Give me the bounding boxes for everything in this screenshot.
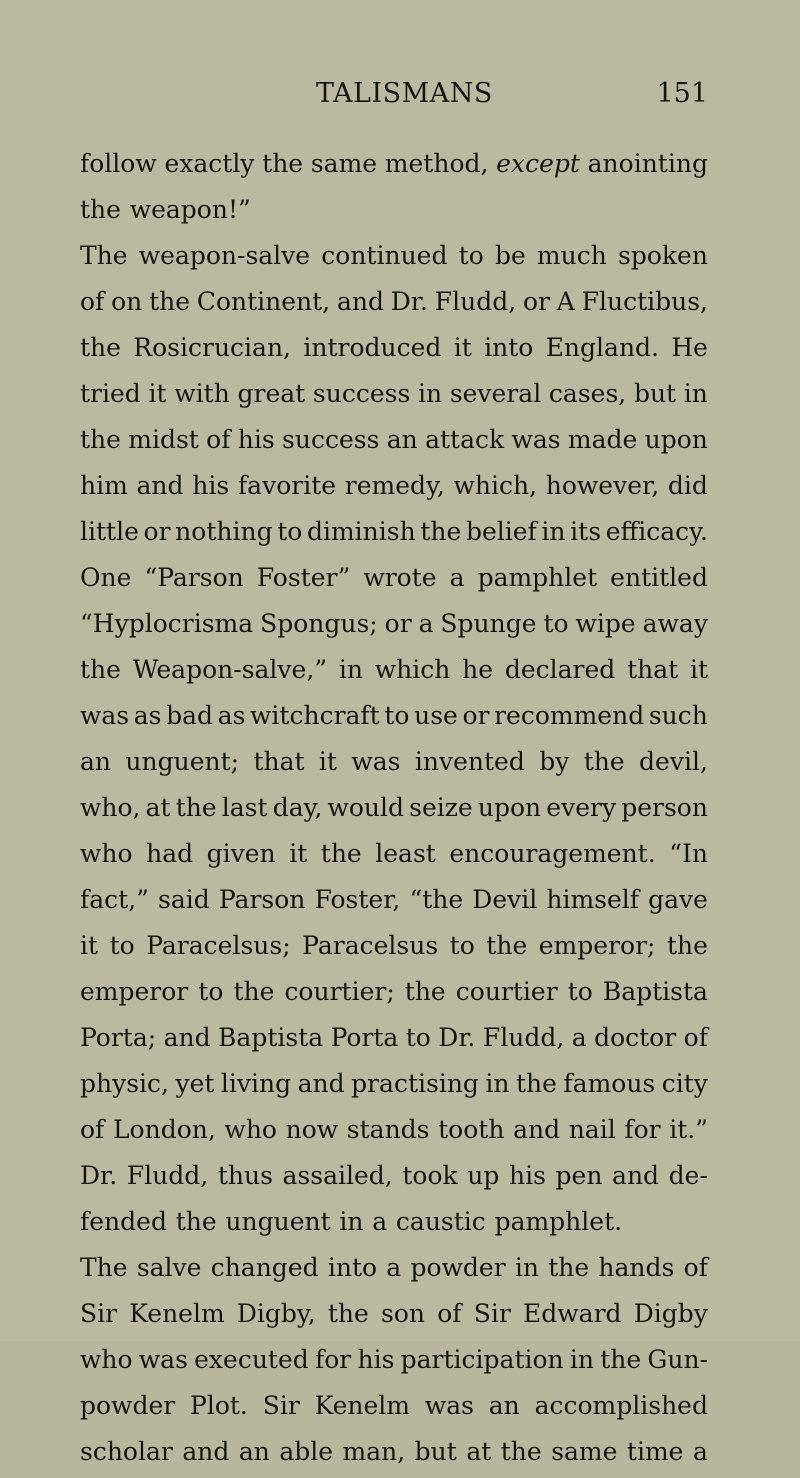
word: Baptista <box>602 977 708 1006</box>
word: same <box>551 1437 618 1466</box>
word: a <box>386 1253 402 1282</box>
text-line <box>80 1156 708 1202</box>
word: of <box>80 287 105 316</box>
text-line <box>80 788 708 834</box>
word: and <box>136 471 184 500</box>
word: Spongus; <box>260 609 378 638</box>
word: courtier <box>455 977 558 1006</box>
word: of <box>437 1299 462 1328</box>
word: at <box>145 793 171 822</box>
word: cases, <box>548 379 627 408</box>
word: Kenelm <box>129 1299 225 1328</box>
word: the <box>486 931 528 960</box>
word: was <box>138 1345 188 1374</box>
word: was <box>80 701 130 730</box>
word: fact,” <box>80 885 149 914</box>
text-line <box>80 374 708 420</box>
word: which <box>374 655 451 684</box>
word: Fludd, <box>126 1161 209 1190</box>
word: living <box>220 1069 292 1098</box>
word: Dr. <box>80 1161 118 1190</box>
word: at <box>466 1437 492 1466</box>
word: the <box>262 149 304 178</box>
word: given <box>206 839 276 868</box>
word: that <box>253 747 305 776</box>
word: however, <box>545 471 660 500</box>
word: city <box>661 1069 708 1098</box>
word: attack <box>425 425 505 454</box>
word: would <box>327 793 405 822</box>
word: every <box>546 793 617 822</box>
word: the <box>500 1437 542 1466</box>
word: belief <box>465 517 537 546</box>
word: a <box>571 1023 587 1052</box>
word: and <box>612 1161 660 1190</box>
word: was <box>424 1391 474 1420</box>
word: but <box>414 1437 457 1466</box>
text-line <box>80 1248 708 1294</box>
word: tried <box>80 379 141 408</box>
word: weapon-salve <box>138 241 311 270</box>
word: Porta <box>330 1023 399 1052</box>
word: such <box>648 701 708 730</box>
word: into <box>484 333 534 362</box>
word: stands <box>346 1115 430 1144</box>
word: participation <box>400 1345 564 1374</box>
word: yet <box>175 1069 215 1098</box>
word: least <box>375 839 436 868</box>
text-line <box>80 1110 708 1156</box>
word: Kenelm <box>314 1391 410 1420</box>
word: Dr. <box>438 1023 476 1052</box>
word: remedy, <box>344 471 445 500</box>
word: it <box>148 379 167 408</box>
word: in <box>339 1207 364 1236</box>
word: Fludd, <box>434 287 517 316</box>
word: assailed, <box>282 1161 393 1190</box>
word: follow <box>80 149 157 178</box>
word: success <box>312 379 411 408</box>
text-line <box>80 282 708 328</box>
page-number: 151 <box>656 78 708 109</box>
word: practising <box>351 1069 479 1098</box>
word: favorite <box>237 471 337 500</box>
word: Dr. <box>390 287 428 316</box>
body-text <box>80 144 708 1478</box>
text-line <box>80 1202 708 1248</box>
word: Sir <box>80 1299 118 1328</box>
word: it <box>80 931 99 960</box>
text-line <box>80 650 708 696</box>
word: to <box>449 931 475 960</box>
word: Foster” <box>256 563 351 592</box>
word: the <box>404 977 446 1006</box>
word: to <box>384 701 410 730</box>
word: an <box>386 425 418 454</box>
word: A <box>556 287 575 316</box>
word: anointing <box>587 149 708 178</box>
word: the <box>80 425 121 454</box>
word: encouragement. <box>449 839 656 868</box>
word: continued <box>321 241 448 270</box>
text-line <box>80 420 708 466</box>
word: introduced <box>303 333 442 362</box>
word: courtier; <box>284 977 395 1006</box>
word: the <box>80 195 121 224</box>
word: the <box>515 1069 557 1098</box>
word: it.” <box>669 1115 708 1144</box>
word: and <box>163 1023 211 1052</box>
word: a <box>692 1437 708 1466</box>
word: weapon!” <box>129 195 251 224</box>
text-line <box>80 190 708 236</box>
word: unguent; <box>125 747 240 776</box>
word: efficacy. <box>605 517 708 546</box>
word: pamphlet <box>477 563 598 592</box>
word: “In <box>669 839 708 868</box>
text-line <box>80 834 708 880</box>
word: and <box>182 1437 230 1466</box>
word: in <box>338 655 363 684</box>
word: invented <box>414 747 525 776</box>
word: to <box>405 1023 431 1052</box>
text-line <box>80 236 708 282</box>
word: hands <box>598 1253 675 1282</box>
text-line <box>80 926 708 972</box>
word: and <box>297 1069 345 1098</box>
word: son <box>381 1299 426 1328</box>
word: Rosicrucian, <box>133 333 291 362</box>
word: powder <box>410 1253 506 1282</box>
word: great <box>237 379 306 408</box>
word: in <box>569 1345 594 1374</box>
word: Baptista <box>218 1023 324 1052</box>
word: London, <box>112 1115 216 1144</box>
word: be <box>494 241 526 270</box>
word: Paracelsus <box>302 931 439 960</box>
word: his <box>192 471 230 500</box>
word: Spunge <box>440 609 537 638</box>
word: his <box>508 1161 546 1190</box>
text-line <box>80 328 708 374</box>
word: or <box>522 287 550 316</box>
word: Digby <box>633 1299 708 1328</box>
word: into <box>327 1253 378 1282</box>
word: emperor; <box>538 931 656 960</box>
word: or <box>143 517 171 546</box>
word: seize <box>409 793 473 822</box>
word: to <box>277 517 303 546</box>
text-line <box>80 696 708 742</box>
word: physic, <box>80 1069 170 1098</box>
word: famous <box>563 1069 656 1098</box>
word: said <box>158 885 210 914</box>
word: method, <box>384 149 489 178</box>
word: it <box>318 747 337 776</box>
word: away <box>642 609 708 638</box>
word: doctor <box>594 1023 677 1052</box>
word: The <box>80 1253 128 1282</box>
word: spoken <box>618 241 708 270</box>
text-line <box>80 880 708 926</box>
word: in <box>683 379 708 408</box>
text-line <box>80 558 708 604</box>
word: Fluctibus, <box>581 287 708 316</box>
word: Gun- <box>647 1345 708 1374</box>
word: Sir <box>473 1299 511 1328</box>
word: “Hyplocrisma <box>80 609 254 638</box>
word: nail <box>568 1115 616 1144</box>
word: upon <box>477 793 542 822</box>
word: for <box>315 1345 352 1374</box>
word: the <box>175 1207 217 1236</box>
text-line <box>80 604 708 650</box>
word: and <box>513 1115 561 1144</box>
word: of <box>683 1023 708 1052</box>
word: Paracelsus; <box>146 931 291 960</box>
word: it <box>689 655 708 684</box>
word: use <box>414 701 458 730</box>
word: who <box>224 1115 277 1144</box>
word: him <box>80 471 128 500</box>
word: in <box>485 1069 510 1098</box>
word: was <box>511 425 561 454</box>
word: upon <box>644 425 708 454</box>
word: entitled <box>610 563 708 592</box>
word: gave <box>648 885 708 914</box>
word: declared <box>504 655 616 684</box>
word: Edward <box>523 1299 622 1328</box>
text-line <box>80 742 708 788</box>
text-line <box>80 144 708 190</box>
word: himself <box>546 885 640 914</box>
word: it <box>289 839 308 868</box>
word: midst <box>128 425 199 454</box>
word: and <box>336 287 384 316</box>
word: exactly <box>164 149 255 178</box>
word: with <box>174 379 230 408</box>
text-line <box>80 466 708 512</box>
text-line <box>80 512 708 558</box>
word: of <box>206 425 231 454</box>
word: except <box>496 149 580 178</box>
word: pamphlet. <box>494 1207 623 1236</box>
word: a <box>418 609 434 638</box>
word: but <box>633 379 677 408</box>
word: by <box>539 747 570 776</box>
word: Fludd, <box>482 1023 565 1052</box>
text-line <box>80 1294 708 1340</box>
text-line <box>80 1432 708 1478</box>
word: fended <box>80 1207 167 1236</box>
word: or <box>462 701 490 730</box>
word: a <box>372 1207 388 1236</box>
word: executed <box>194 1345 309 1374</box>
word: unguent <box>225 1207 331 1236</box>
word: “Parson <box>144 563 244 592</box>
word: nothing <box>175 517 273 546</box>
word: thus <box>217 1161 273 1190</box>
word: caustic <box>395 1207 486 1236</box>
word: was <box>351 747 401 776</box>
word: who, <box>80 793 141 822</box>
word: up <box>467 1161 500 1190</box>
word: as <box>217 701 246 730</box>
word: now <box>285 1115 339 1144</box>
word: England. <box>545 333 659 362</box>
word: the <box>420 517 462 546</box>
word: in <box>514 1253 539 1282</box>
word: or <box>384 609 412 638</box>
word: an <box>488 1391 520 1420</box>
word: “the <box>409 885 464 914</box>
word: who <box>80 1345 133 1374</box>
word: salve <box>136 1253 202 1282</box>
word: the <box>80 655 121 684</box>
word: time <box>626 1437 684 1466</box>
word: the <box>233 977 275 1006</box>
word: who <box>80 839 133 868</box>
word: his <box>357 1345 395 1374</box>
word: changed <box>210 1253 319 1282</box>
word: The <box>80 241 128 270</box>
text-line <box>80 1018 708 1064</box>
word: a <box>449 563 465 592</box>
word: tooth <box>438 1115 505 1144</box>
word: of <box>80 1115 105 1144</box>
word: Plot. <box>190 1391 248 1420</box>
word: the <box>175 793 217 822</box>
word: the <box>327 1299 369 1328</box>
word: several <box>449 379 542 408</box>
word: his <box>237 425 275 454</box>
word: last <box>221 793 268 822</box>
word: little <box>80 517 139 546</box>
word: bad <box>166 701 214 730</box>
word: Foster, <box>314 885 401 914</box>
text-line <box>80 1064 708 1110</box>
word: emperor <box>80 977 189 1006</box>
running-head: TALISMANS <box>316 78 493 109</box>
word: its <box>570 517 602 546</box>
word: Weapon-salve,” <box>132 655 328 684</box>
word: to <box>198 977 224 1006</box>
word: man, <box>342 1437 406 1466</box>
word: Digby, <box>236 1299 316 1328</box>
word: the <box>583 747 625 776</box>
word: he <box>462 655 494 684</box>
word: He <box>671 333 708 362</box>
word: the <box>149 287 191 316</box>
word: to <box>109 931 135 960</box>
word: the <box>548 1253 590 1282</box>
text-line <box>80 972 708 1018</box>
word: to <box>458 241 484 270</box>
word: wipe <box>575 609 636 638</box>
word: same <box>310 149 378 178</box>
word: powder <box>80 1391 176 1420</box>
word: witchcraft <box>250 701 380 730</box>
text-line <box>80 1386 708 1432</box>
word: in <box>541 517 566 546</box>
word: made <box>567 425 638 454</box>
word: much <box>536 241 607 270</box>
word: it <box>453 333 472 362</box>
word: the <box>320 839 362 868</box>
word: pen <box>555 1161 603 1190</box>
word: in <box>418 379 443 408</box>
word: devil, <box>639 747 708 776</box>
word: diminish <box>306 517 416 546</box>
word: person <box>621 793 708 822</box>
word: Sir <box>262 1391 300 1420</box>
word: One <box>80 563 132 592</box>
word: scholar <box>80 1437 173 1466</box>
word: Continent, <box>196 287 331 316</box>
word: to <box>567 977 593 1006</box>
word: wrote <box>363 563 437 592</box>
word: to <box>543 609 569 638</box>
word: success <box>282 425 380 454</box>
word: took <box>402 1161 458 1190</box>
word: did <box>667 471 708 500</box>
word: had <box>146 839 194 868</box>
word: the <box>666 931 708 960</box>
word: the <box>80 333 121 362</box>
text-line <box>80 1340 708 1386</box>
word: recommend <box>494 701 645 730</box>
word: Devil <box>472 885 538 914</box>
word: on <box>111 287 143 316</box>
word: an <box>80 747 112 776</box>
word: Parson <box>218 885 306 914</box>
word: accomplished <box>534 1391 708 1420</box>
word: of <box>683 1253 708 1282</box>
word: as <box>133 701 162 730</box>
word: that <box>627 655 679 684</box>
word: which, <box>453 471 538 500</box>
word: an <box>238 1437 270 1466</box>
word: de- <box>668 1161 708 1190</box>
page-header <box>80 78 708 128</box>
word: the <box>600 1345 642 1374</box>
word: able <box>279 1437 334 1466</box>
word: Porta; <box>80 1023 157 1052</box>
word: day, <box>272 793 323 822</box>
word: for <box>624 1115 661 1144</box>
